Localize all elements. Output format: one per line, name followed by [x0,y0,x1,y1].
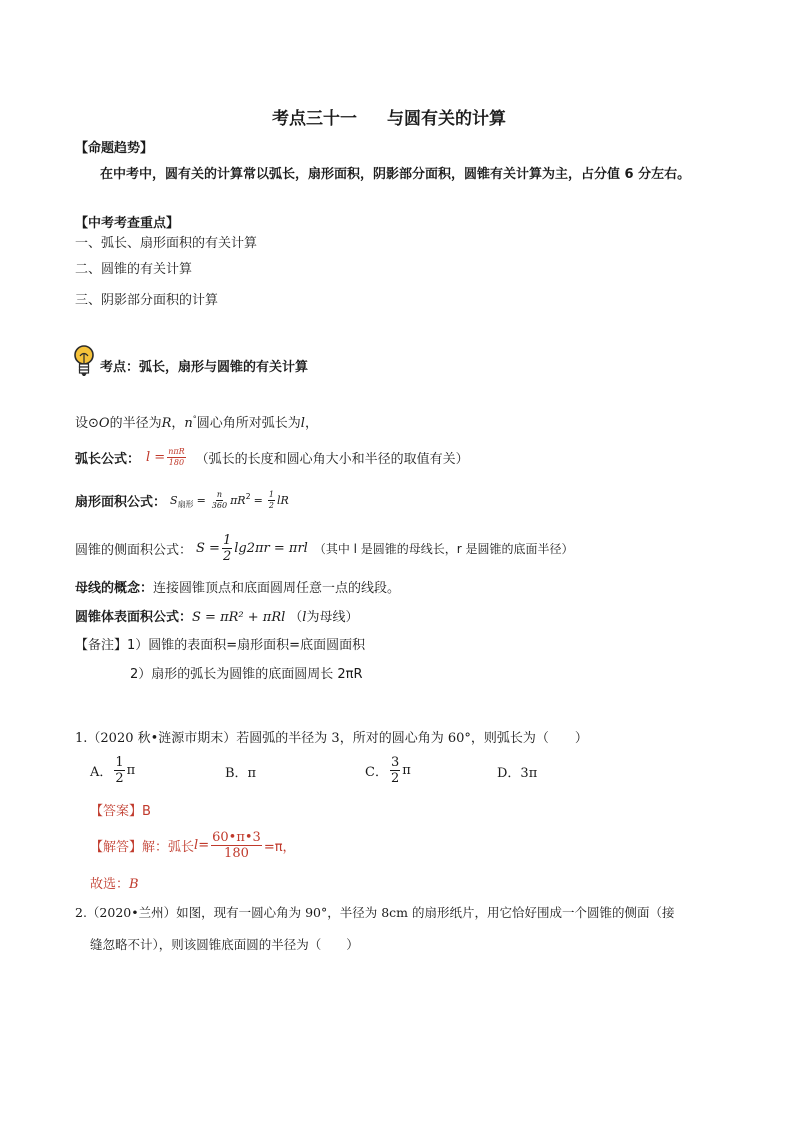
option-a-tail: π [126,762,136,778]
sector-fraction1 [211,491,228,510]
solution-den: 180 [224,845,249,861]
arc-formula [75,444,469,470]
cone-surface-line [75,606,358,625]
sector-mid: πR [230,493,246,507]
sector-sub: 扇形 [177,499,194,509]
question-1-option-d: D．3π [497,766,538,781]
title-part1: 考点三十一 [272,109,357,129]
intro-l: l [300,416,305,431]
option-c-tail: π [402,762,411,778]
option-c-den: 2 [390,770,400,786]
arc-formula-lhs: l = [146,449,166,465]
cone-surface-formula: S = πR² + πRl [192,610,286,625]
solution-l: l [194,837,199,853]
arc-den: 180 [168,457,185,467]
option-c-num: 3 [390,754,400,770]
intro-prefix: 设⊙ [75,416,99,431]
sector-s: S [170,493,178,507]
generatrix-label: 母线的概念： [75,581,154,596]
option-a-label: A． [90,764,113,780]
cone-lateral-mid: lg2πr = πrl [234,540,308,556]
focus-item: 三、阴影部分面积的计算 [75,293,219,308]
sector-eq1: = [196,493,206,507]
sector-sq: 2 [245,491,251,501]
sector-eq2: = [253,493,263,507]
intro-end: ， [304,416,318,431]
sector-den1: 360 [211,500,228,510]
cone-lateral-fraction [222,534,232,563]
arc-formula-fraction [167,448,185,467]
sector-num2: 1 [268,489,274,499]
remark-line1 [75,634,365,653]
intro-sentence [75,412,318,431]
solution-eq: = [198,837,210,853]
lightbulb-icon [73,344,95,378]
title-part2: 与圆有关的计算 [387,109,506,129]
intro-n: n [184,416,193,431]
solution-post: =π， [263,839,296,855]
cone-lateral-den: 2 [222,548,232,564]
cone-lateral-label: 圆锥的侧面积公式： [75,542,193,558]
sector-fraction2 [268,491,275,510]
focus-item: 二、圆锥的有关计算 [75,262,193,277]
intro-r: R [161,416,172,431]
cone-lateral-note: （其中 l 是圆锥的母线长，r 是圆锥的底面半径） [313,541,574,556]
question-1-option-a [90,752,135,788]
sector-num1: n [216,489,222,499]
generatrix-line [75,577,400,596]
arc-formula-note: （弧长的长度和圆心角大小和半径的取值有关） [195,451,469,467]
page-title [272,104,506,129]
option-c-fraction [390,756,400,785]
conclusion-pre: 故选： [90,877,130,892]
sector-end: lR [276,493,289,507]
cone-lateral-lhs: S = [196,540,220,556]
remark-item1: 1）圆锥的表面积=扇形面积=底面圆面积 [127,638,366,653]
sector-den2: 2 [268,500,274,510]
question-1-solution [90,826,296,864]
solution-fraction [211,831,262,860]
intro-degree: ° [192,414,197,424]
cone-surface-note-close: 为母线） [306,610,359,625]
question-1-option-c [365,752,411,788]
section-title: 考点：弧长，扇形与圆锥的有关计算 [100,360,309,375]
sector-formula [75,486,289,514]
solution-num: 60•π•3 [212,829,261,845]
intro-o: O [98,416,110,431]
arc-formula-label: 弧长公式： [75,451,141,467]
focus-item: 一、弧长、扇形面积的有关计算 [75,236,258,251]
focus-heading: 【中考考查重点】 [75,216,180,231]
arc-num: nπR [168,446,185,456]
cone-surface-label: 圆锥体表面积公式： [75,610,193,625]
sector-formula-label: 扇形面积公式： [75,494,167,510]
question-2-line1: 2.（2020•兰州）如图，现有一圆心角为 90°，半径为 8cm 的扇形纸片，用它恰好围成一个圆锥的侧面（接 [75,905,675,920]
conclusion-answer: B [129,877,139,892]
remark-item2: 2）扇形的弧长为圆锥的底面圆周长 2πR [130,667,363,682]
intro-mid2: ， [171,416,185,431]
question-1-answer: 【答案】B [90,804,151,819]
question-1-conclusion [90,873,139,892]
cone-surface-note-l: l [302,610,307,625]
question-2-line2: 缝忽略不计），则该圆锥底面圆的半径为（ ） [90,937,359,952]
trend-heading: 【命题趋势】 [75,141,154,156]
trend-text: 在中考中，圆有关的计算常以弧长，扇形面积，阴影部分面积，圆锥有关计算为主，占分值 6 分左右。 [100,167,691,182]
solution-label: 【解答】 [90,839,143,855]
cone-lateral-formula [75,532,574,564]
intro-mid3: 圆心角所对弧长为 [196,416,301,431]
intro-mid1: 的半径为 [109,416,162,431]
question-1-option-b: B．π [225,766,257,781]
cone-lateral-num: 1 [222,532,232,548]
option-a-fraction [114,756,124,785]
option-a-num: 1 [115,754,124,770]
question-1-stem: 1.（2020 秋•涟源市期末）若圆弧的半径为 3，所对的圆心角为 60°，则弧长为（ ） [75,731,588,746]
generatrix-text: 连接圆锥顶点和底面圆周任意一点的线段。 [153,581,401,596]
remark-label: 【备注】 [75,638,128,653]
option-a-den: 2 [115,770,124,786]
option-c-label: C． [365,764,388,780]
cone-surface-note-open: （ [289,610,303,625]
solution-pre: 解：弧长 [142,839,195,855]
